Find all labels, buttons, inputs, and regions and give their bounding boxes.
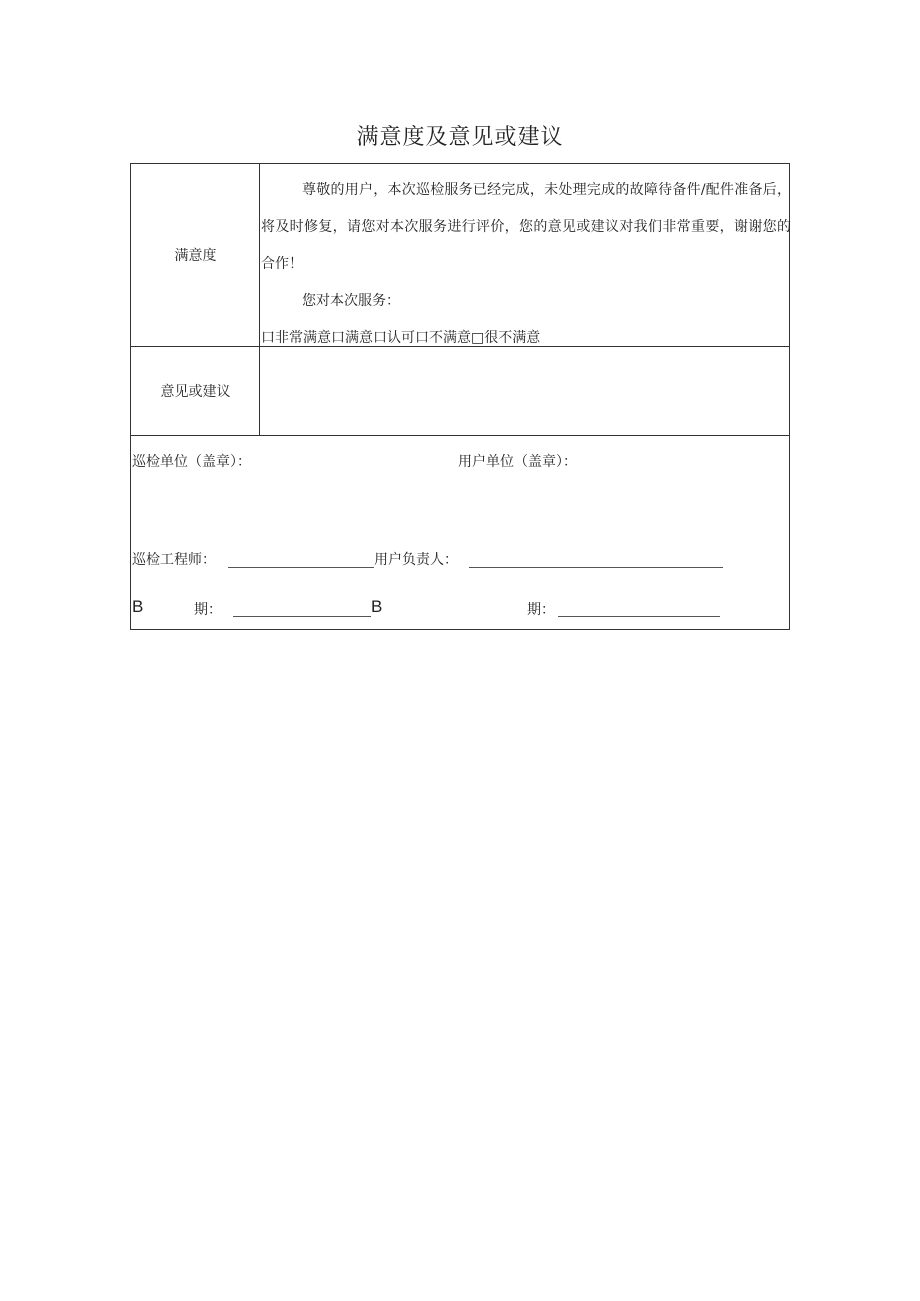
feedback-input-area[interactable] — [261, 348, 789, 434]
row-divider-2 — [131, 435, 789, 436]
inspector-engineer-label: 巡检工程师： — [132, 552, 216, 568]
service-prompt: 您对本次服务： — [302, 293, 400, 309]
option-satisfied[interactable]: 口满意 — [331, 330, 373, 346]
option-very-dissatisfied[interactable]: □很不满意 — [471, 330, 541, 346]
page-title: 满意度及意见或建议 — [356, 125, 564, 150]
user-manager-label: 用户负责人： — [374, 552, 458, 568]
satisfaction-form-table — [130, 163, 790, 630]
date-label-right: 期： — [527, 602, 555, 618]
date-prefix-right: B — [371, 597, 383, 616]
satisfaction-notice — [261, 172, 791, 357]
date-label-left: 期： — [194, 602, 222, 618]
option-dissatisfied[interactable]: 口不满意 — [415, 330, 471, 346]
option-very-satisfied[interactable]: 口非常满意 — [261, 330, 331, 346]
user-unit-label: 用户单位（盖章）： — [458, 454, 577, 470]
inspector-unit-label: 巡检单位（盖章）： — [132, 454, 251, 470]
date-prefix-left: B — [132, 597, 144, 616]
user-manager-blank[interactable] — [469, 567, 723, 568]
satisfaction-label: 满意度 — [174, 248, 217, 264]
date-blank-left[interactable] — [233, 616, 371, 617]
inspector-engineer-blank[interactable] — [228, 567, 374, 568]
option-acceptable[interactable]: 口认可 — [373, 330, 415, 346]
date-blank-right[interactable] — [558, 616, 720, 617]
feedback-label: 意见或建议 — [160, 384, 231, 400]
notice-paragraph: 尊敬的用户，本次巡检服务已经完成，未处理完成的故障待备件/配件准备后，将及时修复，请您对本次服务进行评价，您的意见或建议对我们非常重要，谢谢您的合作！ — [261, 182, 791, 272]
